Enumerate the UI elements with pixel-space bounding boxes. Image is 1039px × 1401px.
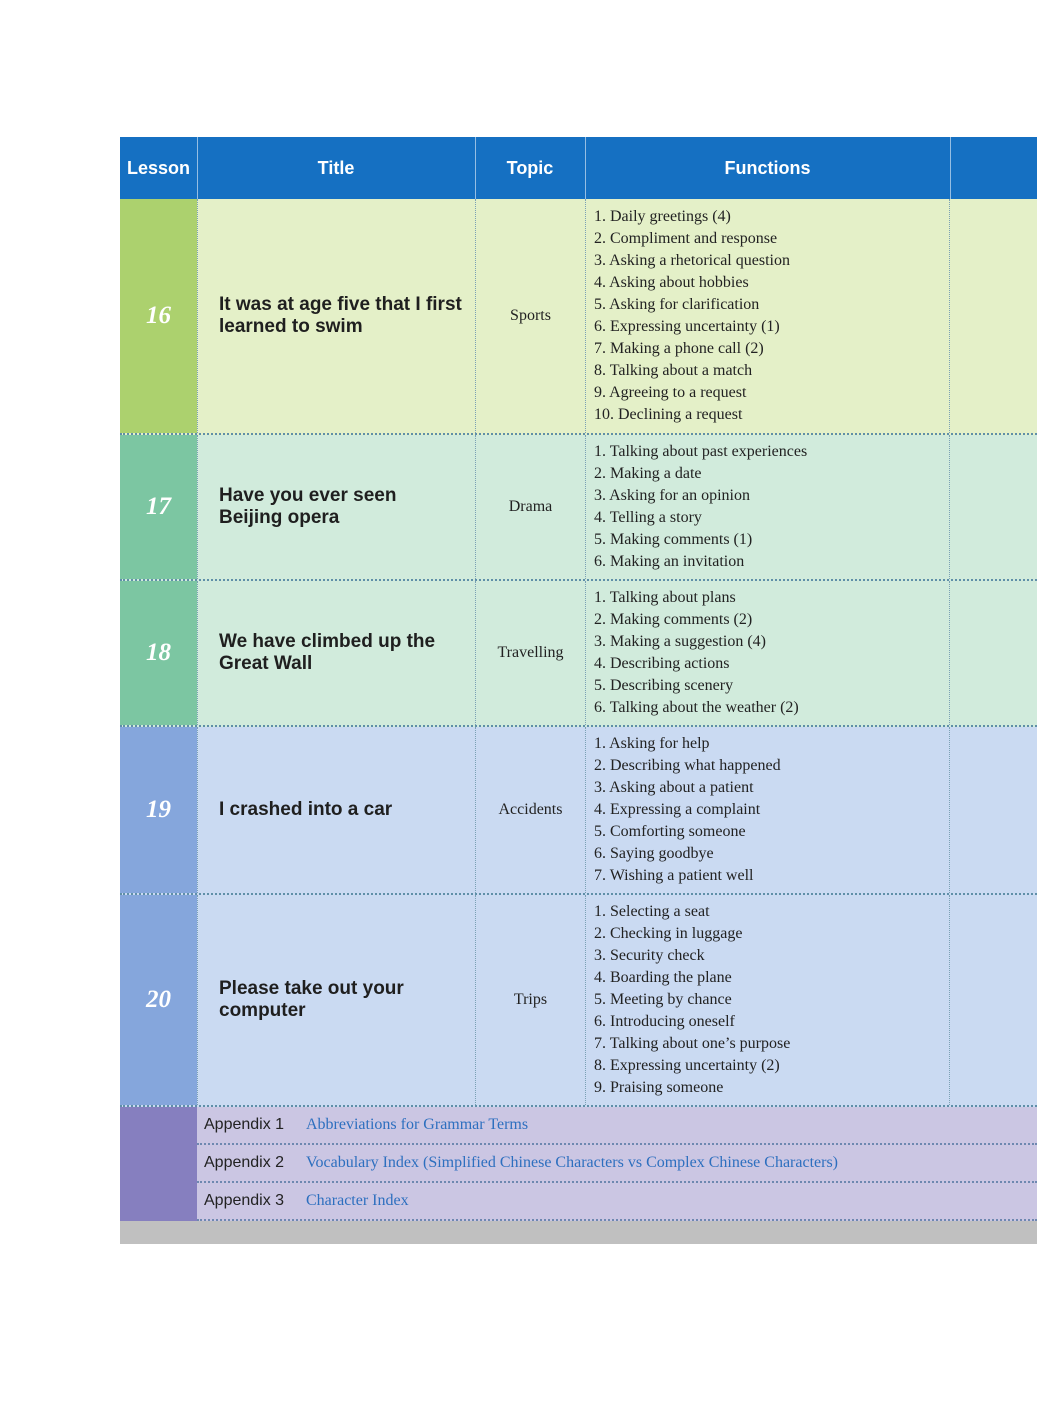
function-item: 4. Boarding the plane xyxy=(594,969,732,986)
function-item: 5. Describing scenery xyxy=(594,677,734,694)
function-item: 10. Declining a request xyxy=(594,406,743,423)
lesson-number: 16 xyxy=(120,199,197,433)
function-item: 3. Asking a rhetorical question xyxy=(594,252,790,269)
function-item: 9. Praising someone xyxy=(594,1079,724,1096)
table-header xyxy=(120,137,1037,199)
lesson-row xyxy=(120,895,1037,1107)
lesson-topic: Accidents xyxy=(475,727,585,893)
function-item: 4. Expressing a complaint xyxy=(594,801,761,818)
lesson-table xyxy=(120,137,1037,1244)
empty-column xyxy=(950,727,1037,893)
lesson-topic: Drama xyxy=(475,435,585,579)
appendix-label: Appendix 2 xyxy=(204,1154,285,1171)
lesson-rows xyxy=(120,199,1037,1107)
lesson-title: It was at age five that I first learned to swim xyxy=(197,199,475,433)
function-item: 5. Meeting by chance xyxy=(594,991,732,1008)
appendix-label: Appendix 1 xyxy=(204,1116,285,1133)
appendix-row[interactable] xyxy=(197,1183,1037,1221)
function-item: 1. Selecting a seat xyxy=(594,903,710,920)
function-item: 9. Agreeing to a request xyxy=(594,384,747,401)
empty-column xyxy=(950,435,1037,579)
function-item: 5. Asking for clarification xyxy=(594,296,760,313)
function-item: 5. Making comments (1) xyxy=(594,531,753,548)
footer-bar xyxy=(120,1221,1037,1244)
appendix-side-block xyxy=(120,1107,197,1221)
appendix-title-link[interactable]: Character Index xyxy=(306,1192,409,1209)
appendix-label: Appendix 3 xyxy=(204,1192,285,1209)
header-functions: Functions xyxy=(724,157,811,178)
appendix-row[interactable] xyxy=(197,1145,1037,1183)
function-item: 3. Security check xyxy=(594,947,705,964)
function-item: 5. Comforting someone xyxy=(594,823,746,840)
lesson-number: 17 xyxy=(120,435,197,579)
header-divider xyxy=(950,137,951,199)
lesson-title: Have you ever seen Beijing opera xyxy=(197,435,475,579)
lesson-row xyxy=(120,199,1037,435)
function-item: 1. Talking about past experiences xyxy=(594,443,808,460)
function-item: 2. Compliment and response xyxy=(594,230,778,247)
function-item: 8. Expressing uncertainty (2) xyxy=(594,1057,780,1074)
function-item: 7. Making a phone call (2) xyxy=(594,340,764,357)
function-item: 1. Daily greetings (4) xyxy=(594,208,731,225)
function-item: 1. Talking about plans xyxy=(594,589,736,606)
function-item: 6. Saying goodbye xyxy=(594,845,714,862)
lesson-functions xyxy=(585,199,950,433)
function-item: 3. Asking for an opinion xyxy=(594,487,750,504)
lesson-topic: Travelling xyxy=(475,581,585,725)
lesson-title: I crashed into a car xyxy=(197,727,475,893)
lesson-functions xyxy=(585,727,950,893)
function-item: 4. Asking about hobbies xyxy=(594,274,749,291)
function-item: 2. Making comments (2) xyxy=(594,611,753,628)
lesson-topic: Trips xyxy=(475,895,585,1105)
appendix-title-link[interactable]: Vocabulary Index (Simplified Chinese Characters vs Complex Chinese Characters) xyxy=(306,1154,839,1171)
function-item: 1. Asking for help xyxy=(594,735,710,752)
function-item: 4. Telling a story xyxy=(594,509,702,526)
lesson-number: 18 xyxy=(120,581,197,725)
function-item: 4. Describing actions xyxy=(594,655,730,672)
function-item: 3. Making a suggestion (4) xyxy=(594,633,766,650)
empty-column xyxy=(950,581,1037,725)
function-item: 6. Talking about the weather (2) xyxy=(594,699,799,716)
function-item: 2. Making a date xyxy=(594,465,702,482)
lesson-topic: Sports xyxy=(475,199,585,433)
lesson-title: Please take out your computer xyxy=(197,895,475,1105)
header-lesson: Lesson xyxy=(126,157,191,178)
lesson-row xyxy=(120,727,1037,895)
lesson-row xyxy=(120,581,1037,727)
appendix-row[interactable] xyxy=(197,1107,1037,1145)
lesson-functions xyxy=(585,435,950,579)
function-item: 8. Talking about a match xyxy=(594,362,753,379)
lesson-title: We have climbed up the Great Wall xyxy=(197,581,475,725)
function-item: 6. Making an invitation xyxy=(594,553,745,570)
function-item: 7. Talking about one’s purpose xyxy=(594,1035,791,1052)
lesson-functions xyxy=(585,895,950,1105)
appendix-section xyxy=(120,1107,1037,1221)
empty-column xyxy=(950,199,1037,433)
lesson-number: 20 xyxy=(120,895,197,1105)
function-item: 6. Introducing oneself xyxy=(594,1013,735,1030)
lesson-number: 19 xyxy=(120,727,197,893)
function-item: 3. Asking about a patient xyxy=(594,779,754,796)
function-item: 2. Checking in luggage xyxy=(594,925,743,942)
appendix-title-link[interactable]: Abbreviations for Grammar Terms xyxy=(306,1116,529,1133)
function-item: 2. Describing what happened xyxy=(594,757,781,774)
lesson-row xyxy=(120,435,1037,581)
function-item: 6. Expressing uncertainty (1) xyxy=(594,318,780,335)
lesson-functions xyxy=(585,581,950,725)
header-title: Title xyxy=(317,157,355,178)
header-topic: Topic xyxy=(506,157,554,178)
empty-column xyxy=(950,895,1037,1105)
function-item: 7. Wishing a patient well xyxy=(594,867,754,884)
